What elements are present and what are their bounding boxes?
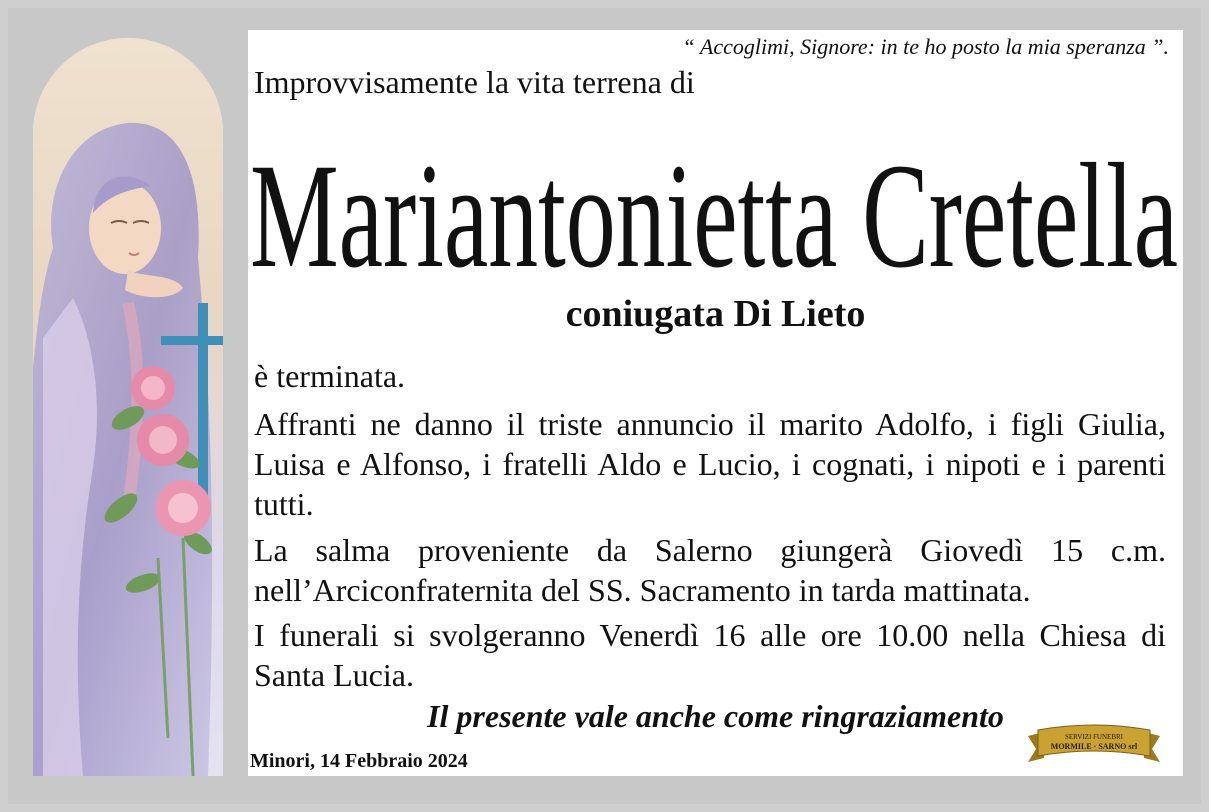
married-name: coniugata Di Lieto [565, 293, 866, 335]
deceased-name-svg [248, 88, 1183, 308]
funeral-service-logo [1024, 722, 1164, 766]
paragraph-family: Affranti ne danno il triste annuncio il marito Adolfo, i figli Giulia, Luisa e Alfonso, i fratelli Aldo e Lucio, i cognati, i nipoti e i parenti tutti. [254, 406, 1166, 522]
logo-line-2: MORMILE · SARNO srl [1050, 742, 1138, 751]
paragraph-arrival: La salma proveniente da Salerno giungerà Giovedì 15 c.m. nell’Arciconfraternita del SS. Sacramento in tarda mattinata. [254, 532, 1166, 608]
intro-line: Improvvisamente la vita terrena di [254, 64, 695, 100]
madonna-image [33, 38, 223, 776]
ribbon-icon [1024, 722, 1164, 766]
place-date: Minori, 14 Febbraio 2024 [250, 750, 468, 772]
epigraph: “ Accoglimi, Signore: in te ho posto la mia speranza ”. [682, 34, 1169, 59]
logo-line-1: SERVIZI FUNEBRI [1065, 733, 1123, 741]
deceased-name-block [248, 88, 1183, 308]
paragraph-funeral: I funerali si svolgeranno Venerdì 16 alle ore 10.00 nella Chiesa di Santa Lucia. [254, 617, 1166, 693]
deceased-name: Mariantonietta Cretella [250, 133, 1178, 299]
thanks-line: Il presente vale anche come ringraziamento [427, 698, 1004, 734]
madonna-illustration [33, 38, 223, 776]
obituary-sheet [248, 30, 1183, 776]
paragraph-ended: è terminata. [254, 358, 406, 394]
